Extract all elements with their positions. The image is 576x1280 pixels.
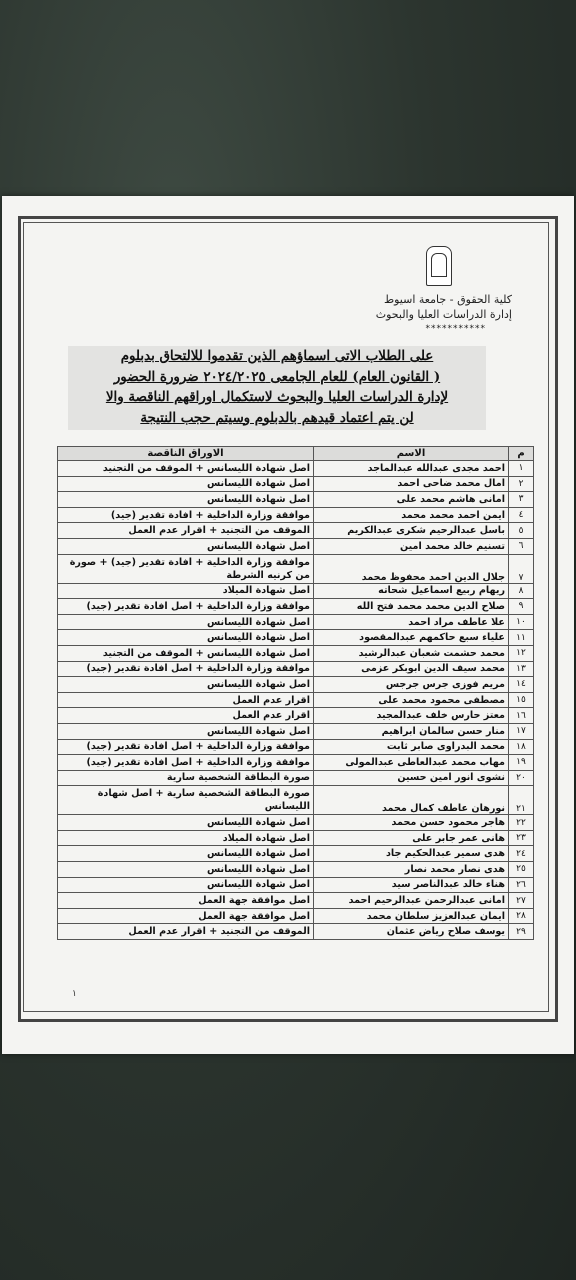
missing-documents: اصل شهادة الليسانس + الموقف من التجنيد	[58, 645, 314, 661]
missing-documents: اصل شهادة الليسانس	[58, 846, 314, 862]
letterhead	[232, 292, 512, 337]
row-number: ٢٨	[509, 908, 534, 924]
student-name: محمد سيف الدين ابوبكر عزمى	[314, 661, 509, 677]
student-name: ايمان عبدالعزيز سلطان محمد	[314, 908, 509, 924]
student-name: احمد مجدى عبدالله عبدالماجد	[314, 461, 509, 477]
row-number: ٢٣	[509, 830, 534, 846]
student-name: نشوى انور امين حسين	[314, 770, 509, 786]
table-row	[58, 614, 534, 630]
table-row	[58, 862, 534, 878]
row-number: ٨	[509, 583, 534, 599]
student-name: علياء سبع حاكمهم عبدالمقصود	[314, 630, 509, 646]
table-row	[58, 893, 534, 909]
missing-documents: الموقف من التجنيد + اقرار عدم العمل	[58, 523, 314, 539]
table-row	[58, 830, 534, 846]
table-row	[58, 538, 534, 554]
title-line: على الطلاب الاتى اسماؤهم الذين تقدموا للالتحاق بدبلوم	[120, 348, 434, 364]
table-row	[58, 476, 534, 492]
student-name: ريهام ربيع اسماعيل شحاته	[314, 583, 509, 599]
table-row	[58, 554, 534, 583]
missing-documents: الموقف من التجنيد + اقرار عدم العمل	[58, 924, 314, 940]
student-name: معتز حارس خلف عبدالمجيد	[314, 708, 509, 724]
student-name: امانى عبدالرحمن عبدالرحيم احمد	[314, 893, 509, 909]
column-header-name: الاسم	[314, 447, 509, 461]
table-row	[58, 507, 534, 523]
row-number: ١٩	[509, 755, 534, 771]
missing-documents: موافقة وزارة الداخلية + اصل افادة تقدير (جيد)	[58, 739, 314, 755]
row-number: ٢٦	[509, 877, 534, 893]
row-number: ١٨	[509, 739, 534, 755]
missing-documents: اصل شهادة الليسانس	[58, 877, 314, 893]
row-number: ٧	[509, 554, 534, 583]
row-number: ٥	[509, 523, 534, 539]
row-number: ١٣	[509, 661, 534, 677]
table-row	[58, 770, 534, 786]
table-row	[58, 846, 534, 862]
table-row	[58, 492, 534, 508]
missing-documents: موافقة وزارة الداخلية + اصل افادة تقدير (جيد)	[58, 755, 314, 771]
student-name: باسل عبدالرحيم شكرى عبدالكريم	[314, 523, 509, 539]
missing-documents: موافقة وزارة الداخلية + افادة تقدير (جيد)	[58, 507, 314, 523]
missing-documents: اصل شهادة الليسانس	[58, 723, 314, 739]
missing-documents: صورة البطاقة الشخصية سارية	[58, 770, 314, 786]
document-page	[2, 196, 574, 1054]
row-number: ٩	[509, 599, 534, 615]
table-row	[58, 877, 534, 893]
table-row	[58, 692, 534, 708]
student-name: محمد حشمت شعبان عبدالرشيد	[314, 645, 509, 661]
university-logo-icon	[426, 246, 452, 286]
student-name: علا عاطف مراد احمد	[314, 614, 509, 630]
student-name: نورهان عاطف كمال محمد	[314, 786, 509, 815]
row-number: ١٦	[509, 708, 534, 724]
student-name: مريم فوزى جرس جرجس	[314, 677, 509, 693]
row-number: ١٤	[509, 677, 534, 693]
missing-documents: صورة البطاقة الشخصية سارية + اصل شهادة الليسانس	[58, 786, 314, 815]
student-name: ايمن احمد محمد محمد	[314, 507, 509, 523]
row-number: ٢٧	[509, 893, 534, 909]
missing-documents: اصل شهادة الليسانس	[58, 815, 314, 831]
row-number: ٢	[509, 476, 534, 492]
missing-documents: اصل شهادة الميلاد	[58, 583, 314, 599]
row-number: ٢٠	[509, 770, 534, 786]
title-line: لن يتم اعتماد قيدهم بالدبلوم وسيتم حجب النتيجة	[140, 409, 414, 426]
row-number: ٦	[509, 538, 534, 554]
table-row	[58, 661, 534, 677]
table-row	[58, 599, 534, 615]
missing-documents: موافقة وزارة الداخلية + افادة تقدير (جيد) + صورة من كرنيه الشرطة	[58, 554, 314, 583]
title-line: ( القانون العام) للعام الجامعى ٢٠٢٤/٢٠٢٥ ضرورة الحضور	[113, 368, 441, 385]
student-name: امانى هاشم محمد على	[314, 492, 509, 508]
student-name: منار حسن سالمان ابراهيم	[314, 723, 509, 739]
row-number: ٢٩	[509, 924, 534, 940]
missing-documents: اصل شهادة الليسانس	[58, 614, 314, 630]
missing-documents: اصل موافقة جهة العمل	[58, 893, 314, 909]
missing-documents: اصل شهادة الليسانس	[58, 538, 314, 554]
missing-documents: اصل موافقة جهة العمل	[58, 908, 314, 924]
missing-documents: اصل شهادة الليسانس	[58, 492, 314, 508]
table-row	[58, 645, 534, 661]
student-name: هدى نصار محمد نصار	[314, 862, 509, 878]
student-name: هناء خالد عبدالناصر سيد	[314, 877, 509, 893]
student-name: امال محمد ضاحى احمد	[314, 476, 509, 492]
row-number: ١٠	[509, 614, 534, 630]
row-number: ١٥	[509, 692, 534, 708]
student-name: مصطفى محمود محمد على	[314, 692, 509, 708]
table-row	[58, 908, 534, 924]
student-name: محمد البدراوى صابر ثابت	[314, 739, 509, 755]
table-row	[58, 523, 534, 539]
table-row	[58, 815, 534, 831]
missing-documents: اصل شهادة الليسانس	[58, 476, 314, 492]
student-name: يوسف صلاح رياض عثمان	[314, 924, 509, 940]
header-stars: ***********	[425, 324, 486, 334]
missing-documents: اقرار عدم العمل	[58, 708, 314, 724]
column-header-number: م	[509, 447, 534, 461]
missing-documents: اقرار عدم العمل	[58, 692, 314, 708]
missing-documents: اصل شهادة الليسانس	[58, 677, 314, 693]
row-number: ٢٥	[509, 862, 534, 878]
row-number: ٢٢	[509, 815, 534, 831]
table-row	[58, 786, 534, 815]
missing-documents: اصل شهادة الليسانس + الموقف من التجنيد	[58, 461, 314, 477]
missing-documents: اصل شهادة الميلاد	[58, 830, 314, 846]
row-number: ١٧	[509, 723, 534, 739]
department-name: إدارة الدراسات العليا والبحوث	[375, 308, 512, 321]
table-body	[58, 461, 534, 940]
announcement-title	[68, 346, 486, 430]
student-name: تسنيم خالد محمد امين	[314, 538, 509, 554]
table-row	[58, 677, 534, 693]
student-name: هانى عمر جابر على	[314, 830, 509, 846]
table-row	[58, 755, 534, 771]
student-name: هدى سمير عبدالحكيم جاد	[314, 846, 509, 862]
missing-documents: اصل شهادة الليسانس	[58, 862, 314, 878]
title-line: لإدارة الدراسات العليا والبحوث لاستكمال اوراقهم الناقصة والا	[105, 389, 449, 405]
student-name: صلاح الدين محمد محمد فتح الله	[314, 599, 509, 615]
table-row	[58, 583, 534, 599]
row-number: ١	[509, 461, 534, 477]
row-number: ٢١	[509, 786, 534, 815]
page-number: ١	[72, 989, 77, 999]
row-number: ٣	[509, 492, 534, 508]
missing-documents: اصل شهادة الليسانس	[58, 630, 314, 646]
table-header-row	[58, 447, 534, 461]
student-name: جلال الدين احمد محفوظ محمد	[314, 554, 509, 583]
table-row	[58, 708, 534, 724]
students-table	[57, 446, 534, 940]
table-row	[58, 723, 534, 739]
table-row	[58, 739, 534, 755]
student-name: مهاب محمد عبدالعاطى عبدالمولى	[314, 755, 509, 771]
row-number: ٢٤	[509, 846, 534, 862]
column-header-missing-documents: الاوراق الناقصة	[58, 447, 314, 461]
table-row	[58, 924, 534, 940]
faculty-name: كلية الحقوق - جامعة اسيوط	[383, 293, 512, 306]
missing-documents: موافقة وزارة الداخلية + اصل افادة تقدير (جيد)	[58, 599, 314, 615]
missing-documents: موافقة وزارة الداخلية + اصل افادة تقدير (جيد)	[58, 661, 314, 677]
row-number: ١١	[509, 630, 534, 646]
row-number: ١٢	[509, 645, 534, 661]
table-row	[58, 461, 534, 477]
table-row	[58, 630, 534, 646]
row-number: ٤	[509, 507, 534, 523]
student-name: هاجر محمود حسن محمد	[314, 815, 509, 831]
